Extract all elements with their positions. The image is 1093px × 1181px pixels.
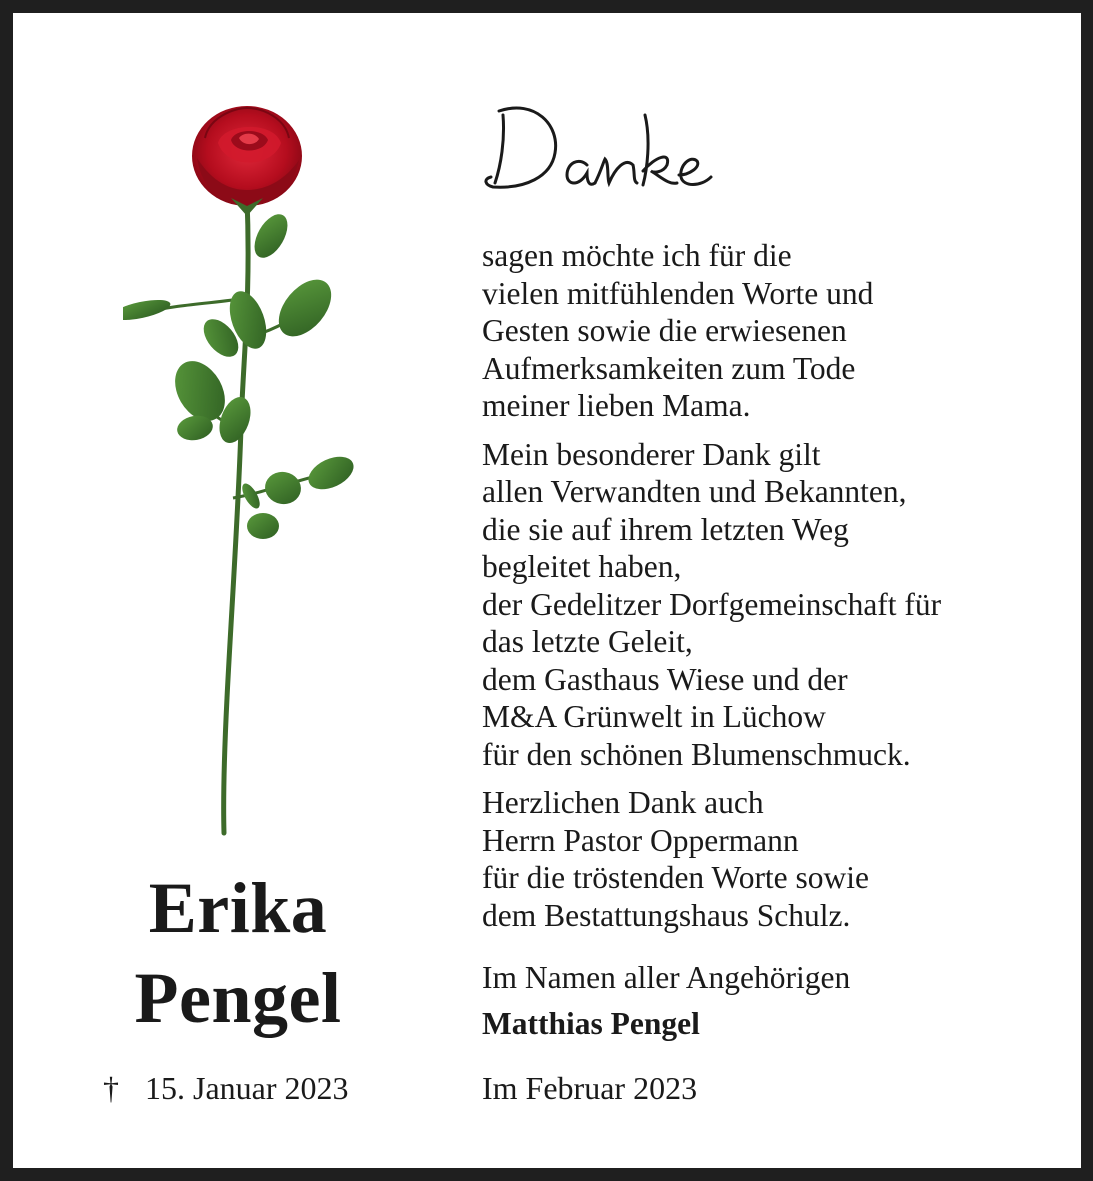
death-date-line bbox=[103, 1070, 349, 1107]
deceased-last-name: Pengel bbox=[134, 958, 342, 1038]
red-rose-icon bbox=[123, 98, 373, 843]
danke-heading bbox=[475, 85, 735, 215]
signer-name: Matthias Pengel bbox=[482, 1006, 700, 1041]
paragraph-intro: sagen möchte ich für die vielen mitfühlenden Worte und Gesten sowie die erwiesenen Aufmerksamkeiten zum Tode meiner lieben Mama. bbox=[482, 238, 874, 423]
danke-heading-text: Danke bbox=[475, 85, 478, 86]
death-date: 15. Januar 2023 bbox=[145, 1070, 349, 1106]
obituary-card bbox=[13, 13, 1081, 1168]
publication-date: Im Februar 2023 bbox=[482, 1070, 698, 1106]
deceased-first-name: Erika bbox=[148, 868, 328, 948]
closing-block bbox=[482, 960, 1062, 1042]
paragraph-special-thanks: Mein besonderer Dank gilt allen Verwandten und Bekannten, die sie auf ihrem letzten Weg begleitet haben, der Gedelitzer Dorfgemeinschaft für das letzte Geleit, dem Gasthaus Wiese und der M&A Grünwelt in Lüchow für den schönen Blumenschmuck. bbox=[482, 436, 942, 772]
closing-line: Im Namen aller Angehörigen bbox=[482, 960, 851, 995]
paragraph-pastor-thanks: Herzlichen Dank auch Herrn Pastor Oppermann für die tröstenden Worte sowie dem Bestattungshaus Schulz. bbox=[482, 785, 870, 933]
cross-icon: † bbox=[103, 1070, 119, 1106]
thank-you-text bbox=[482, 237, 1062, 934]
